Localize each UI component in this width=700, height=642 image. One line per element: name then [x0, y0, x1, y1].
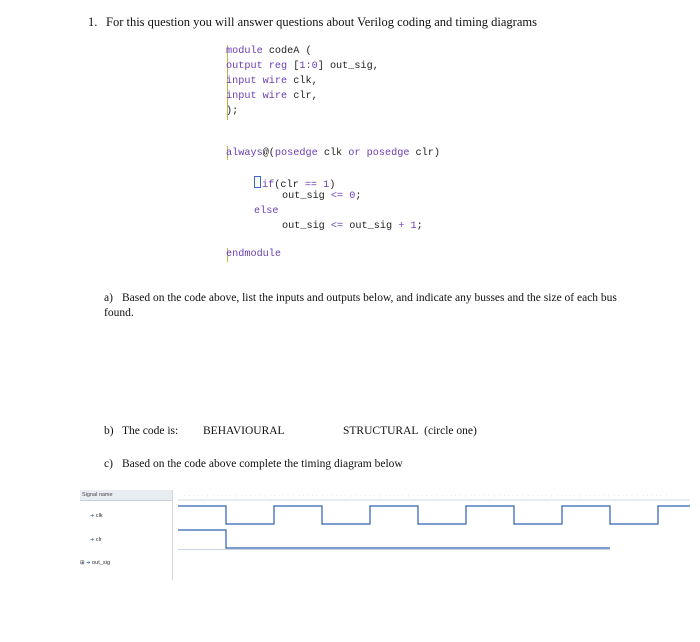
- part-a-text: Based on the code above, list the inputs and outputs below, and indicate any busses and the size of each bus found.: [104, 292, 617, 319]
- input-arrow-icon: ➜: [90, 537, 95, 543]
- signal-name-header: Signal name: [80, 490, 172, 501]
- signal-clk-label: clk: [95, 513, 103, 519]
- part-a-label: a): [104, 292, 113, 304]
- signal-out-sig[interactable]: [80, 560, 110, 566]
- option-structural[interactable]: [343, 424, 477, 439]
- code-line-if: if(clr == 1): [254, 176, 335, 191]
- code-line-clr: input wire clr,: [226, 91, 318, 102]
- signal-out-sig-label: out_sig: [92, 560, 111, 566]
- expand-bus-icon[interactable]: ⊞: [80, 560, 85, 566]
- signal-clk[interactable]: [90, 513, 103, 519]
- output-arrow-icon: ➜: [86, 560, 91, 566]
- question-intro: For this question you will answer questions about Verilog coding and timing diagrams: [106, 15, 537, 29]
- text-cursor: [254, 176, 261, 188]
- code-line-close: );: [226, 106, 239, 117]
- tick-dots: ·····︙·····︙·····︙·····︙·····︙·····︙·····︙·····︙·····︙·····︙·····︙·····︙·····︙·····︙·····︙·····︙·····︙: [184, 493, 672, 498]
- option-structural-label: STRUCTURAL: [343, 425, 419, 437]
- question-number: 1.: [88, 15, 98, 29]
- circle-hint: (circle one): [424, 425, 477, 437]
- part-c-text: Based on the code above complete the timing diagram below: [122, 458, 403, 470]
- code-line-else: else: [254, 206, 279, 217]
- part-c-label: c): [104, 458, 113, 470]
- code-line-output: output reg [1:0] out_sig,: [226, 61, 379, 72]
- signal-clr[interactable]: [90, 537, 102, 543]
- clr-waveform: [178, 530, 610, 548]
- input-arrow-icon: ➜: [90, 513, 95, 519]
- part-b-text: The code is:: [122, 425, 179, 437]
- code-line-always: always@(posedge clk or posedge clr): [226, 148, 441, 159]
- code-line-clk: input wire clk,: [226, 76, 318, 87]
- part-b-label: b): [104, 425, 114, 437]
- code-line-endmodule: endmodule: [226, 249, 282, 260]
- code-line-module: module codeA (: [226, 46, 312, 57]
- code-line-reset: out_sig <= 0;: [282, 191, 362, 202]
- part-a: [104, 291, 624, 321]
- option-behavioural[interactable]: BEHAVIOURAL: [203, 425, 285, 437]
- signal-clr-label: clr: [95, 537, 102, 543]
- question-heading: [88, 15, 537, 30]
- part-b: [104, 424, 178, 439]
- code-line-increment: out_sig <= out_sig + 1;: [282, 221, 423, 232]
- part-c: [104, 457, 403, 472]
- tick-marks: [184, 493, 671, 498]
- timing-waveform[interactable]: [172, 488, 692, 578]
- clk-waveform: [178, 506, 690, 524]
